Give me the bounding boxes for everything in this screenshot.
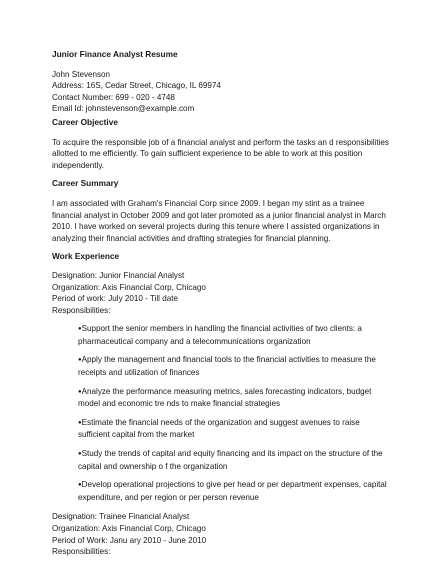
- job-entry: [52, 511, 392, 557]
- list-item: ● Estimate the financial needs of the organization and suggest avenues to raise sufficient capital from the market: [78, 417, 392, 441]
- job-entry: [52, 270, 392, 316]
- list-item: ● Develop operational projections to give per head or per department expenses, capital expenditure, and per region or per person revenue: [78, 479, 392, 503]
- contact-address: Address: 16S, Cedar Street, Chicago, IL 69974: [52, 81, 221, 91]
- job-designation: Designation: Trainee Financial Analyst: [52, 512, 190, 522]
- job-organization: Organization: Axis Financial Corp, Chicago: [52, 282, 206, 292]
- contact-block: [52, 69, 392, 115]
- responsibilities-list: [52, 323, 392, 503]
- resume-title: Junior Finance Analyst Resume: [52, 49, 178, 59]
- job-period: Period of work: July 2010 - Till date: [52, 294, 178, 304]
- list-item: ● Support the senior members in handling the financial activities of two clients: a pharmaceutical company and a telecommunications organization: [78, 323, 392, 347]
- resume-page: [52, 49, 392, 558]
- contact-email: Email Id: johnstevenson@example.com: [52, 104, 195, 114]
- job-responsibilities-label: Responsibilities:: [52, 305, 111, 315]
- job-designation: Designation: Junior Financial Analyst: [52, 270, 185, 280]
- list-item: ● Study the trends of capital and equity financing and its impact on the structure of the capital and ownership o f the organization: [78, 448, 392, 472]
- job-responsibilities-label: Responsibilities:: [52, 547, 111, 557]
- list-item: ● Analyze the performance measuring metrics, sales forecasting indicators, budget model and economic tre nds to make financial strategies: [78, 386, 392, 410]
- list-item: ● Apply the management and financial tools to the financial activities to measure the receipts and utilization of finances: [78, 354, 392, 378]
- job-organization: Organization: Axis Financial Corp, Chicago: [52, 524, 206, 533]
- career-summary-text: I am associated with Graham's Financial Corp since 2009. I began my stint as a trainee financial analyst in October 2009 and got later promoted as a junior financial analyst in March 2010. I have worked on several projects during this tenure where I assisted organizations in analyzing their financial activities and drafting strategies for financial planning.: [52, 198, 386, 243]
- career-summary-heading: Career Summary: [52, 178, 119, 189]
- contact-phone: Contact Number: 699 - 020 - 4748: [52, 92, 175, 102]
- work-experience-heading: Work Experience: [52, 251, 120, 262]
- contact-name: John Stevenson: [52, 69, 111, 79]
- job-period: Period of Work: Janu ary 2010 - June 2010: [52, 535, 207, 545]
- career-objective-heading: Career Objective: [52, 116, 118, 127]
- career-objective-text: To acquire the responsible job of a financial analyst and perform the tasks an d responsibilities allotted to me efficiently. To gain sufficient experience to be able to work at this position independently.: [52, 137, 389, 170]
